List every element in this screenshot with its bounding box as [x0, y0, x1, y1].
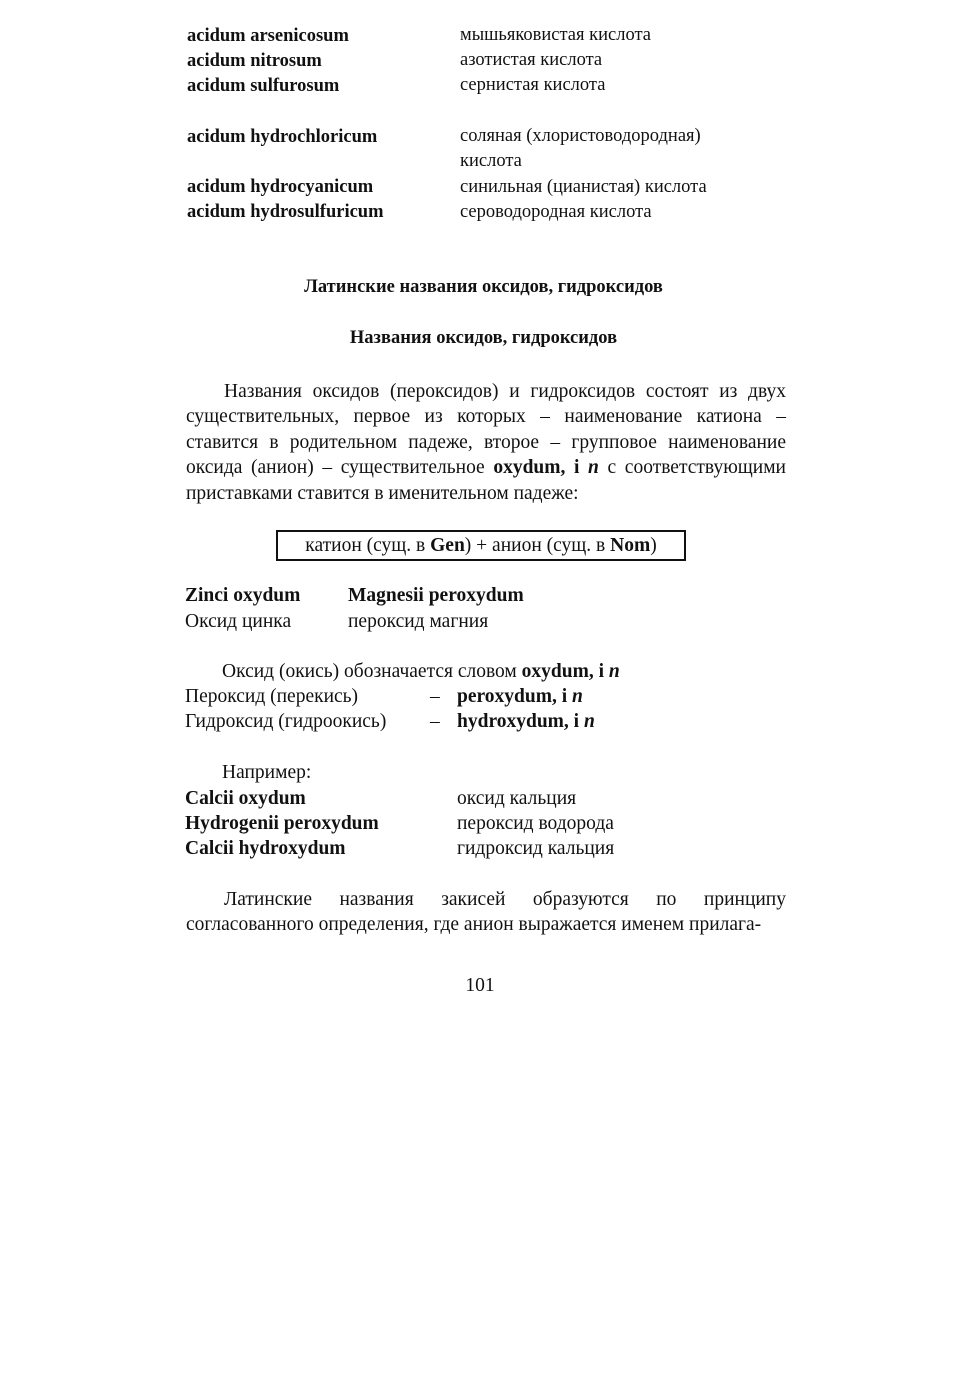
formula-box	[276, 530, 686, 561]
closing-paragraph	[186, 887, 786, 938]
gender-mark: n	[588, 457, 599, 479]
paragraph-text: Латинские названия закисей образуются по принципу согласованного определения, где анион выражается именем прилага-	[186, 889, 786, 936]
example-label: Например:	[222, 762, 312, 783]
definition-dash: –	[430, 711, 440, 732]
formula-nom: Nom	[610, 535, 651, 556]
definition-russian: Пероксид (перекись)	[185, 686, 359, 707]
paragraph-text: с соответствующими приставками ставится в именительном падеже:	[186, 457, 786, 504]
acid-latin: acidum arsenicosum	[187, 26, 349, 46]
example-russian: Оксид цинка	[185, 611, 292, 632]
acid-russian: соляная (хлористоводородная)	[460, 126, 701, 146]
formula-gen: Gen	[430, 535, 465, 556]
example-latin: Hydrogenii peroxydum	[185, 813, 379, 834]
formula-text: катион (сущ. в	[305, 535, 431, 556]
formula-text: ) + анион (сущ. в	[464, 535, 611, 556]
definition-latin	[457, 709, 595, 734]
acid-latin: acidum hydrochloricum	[187, 127, 378, 147]
oxide-definition	[222, 659, 620, 684]
example-russian: пероксид водорода	[457, 813, 614, 834]
page-number: 101	[465, 975, 495, 996]
acid-latin: acidum hydrocyanicum	[187, 177, 374, 197]
intro-paragraph	[186, 379, 786, 506]
paragraph-text: Названия оксидов (пероксидов) и гидроксидов состоят из двух существительных, первое из которых – наименование катиона – ставится в родительном падеже, второе – групповое наименование оксида (анион) – существительное	[186, 381, 786, 479]
acid-russian: сероводородная кислота	[460, 202, 652, 222]
acid-latin: acidum sulfurosum	[187, 76, 340, 96]
term-oxydum: oxydum, i	[521, 661, 605, 682]
acid-russian-continued: кислота	[460, 151, 522, 171]
example-latin: Calcii hydroxydum	[185, 838, 346, 859]
gender-mark: n	[572, 686, 583, 707]
definition-latin	[457, 684, 583, 709]
oxide-text: Оксид (окись) обозначается словом	[222, 661, 522, 682]
section-heading: Латинские названия оксидов, гидроксидов	[304, 277, 663, 297]
term-oxydum: oxydum, i	[493, 457, 580, 479]
subsection-heading: Названия оксидов, гидроксидов	[349, 328, 618, 348]
acid-latin: acidum nitrosum	[187, 51, 322, 71]
example-russian: оксид кальция	[457, 788, 577, 809]
example-latin: Calcii oxydum	[185, 788, 306, 809]
acid-russian: синильная (цианистая) кислота	[460, 177, 707, 197]
definition-russian: Гидроксид (гидроокись)	[185, 711, 387, 732]
example-russian: пероксид магния	[348, 611, 489, 632]
example-latin: Magnesii peroxydum	[348, 585, 524, 606]
latin-term: hydroxydum, i	[457, 711, 580, 732]
gender-mark: n	[608, 661, 620, 682]
example-russian: гидроксид кальция	[457, 838, 615, 859]
acid-russian: мышьяковистая кислота	[460, 25, 651, 45]
acid-russian: сернистая кислота	[460, 75, 606, 95]
definition-dash: –	[430, 686, 440, 707]
latin-term: peroxydum, i	[457, 686, 568, 707]
gender-mark: n	[583, 711, 595, 732]
example-latin: Zinci oxydum	[185, 585, 301, 606]
acid-latin: acidum hydrosulfuricum	[187, 202, 384, 222]
acid-russian: азотистая кислота	[460, 50, 603, 70]
formula-text: )	[650, 535, 657, 556]
